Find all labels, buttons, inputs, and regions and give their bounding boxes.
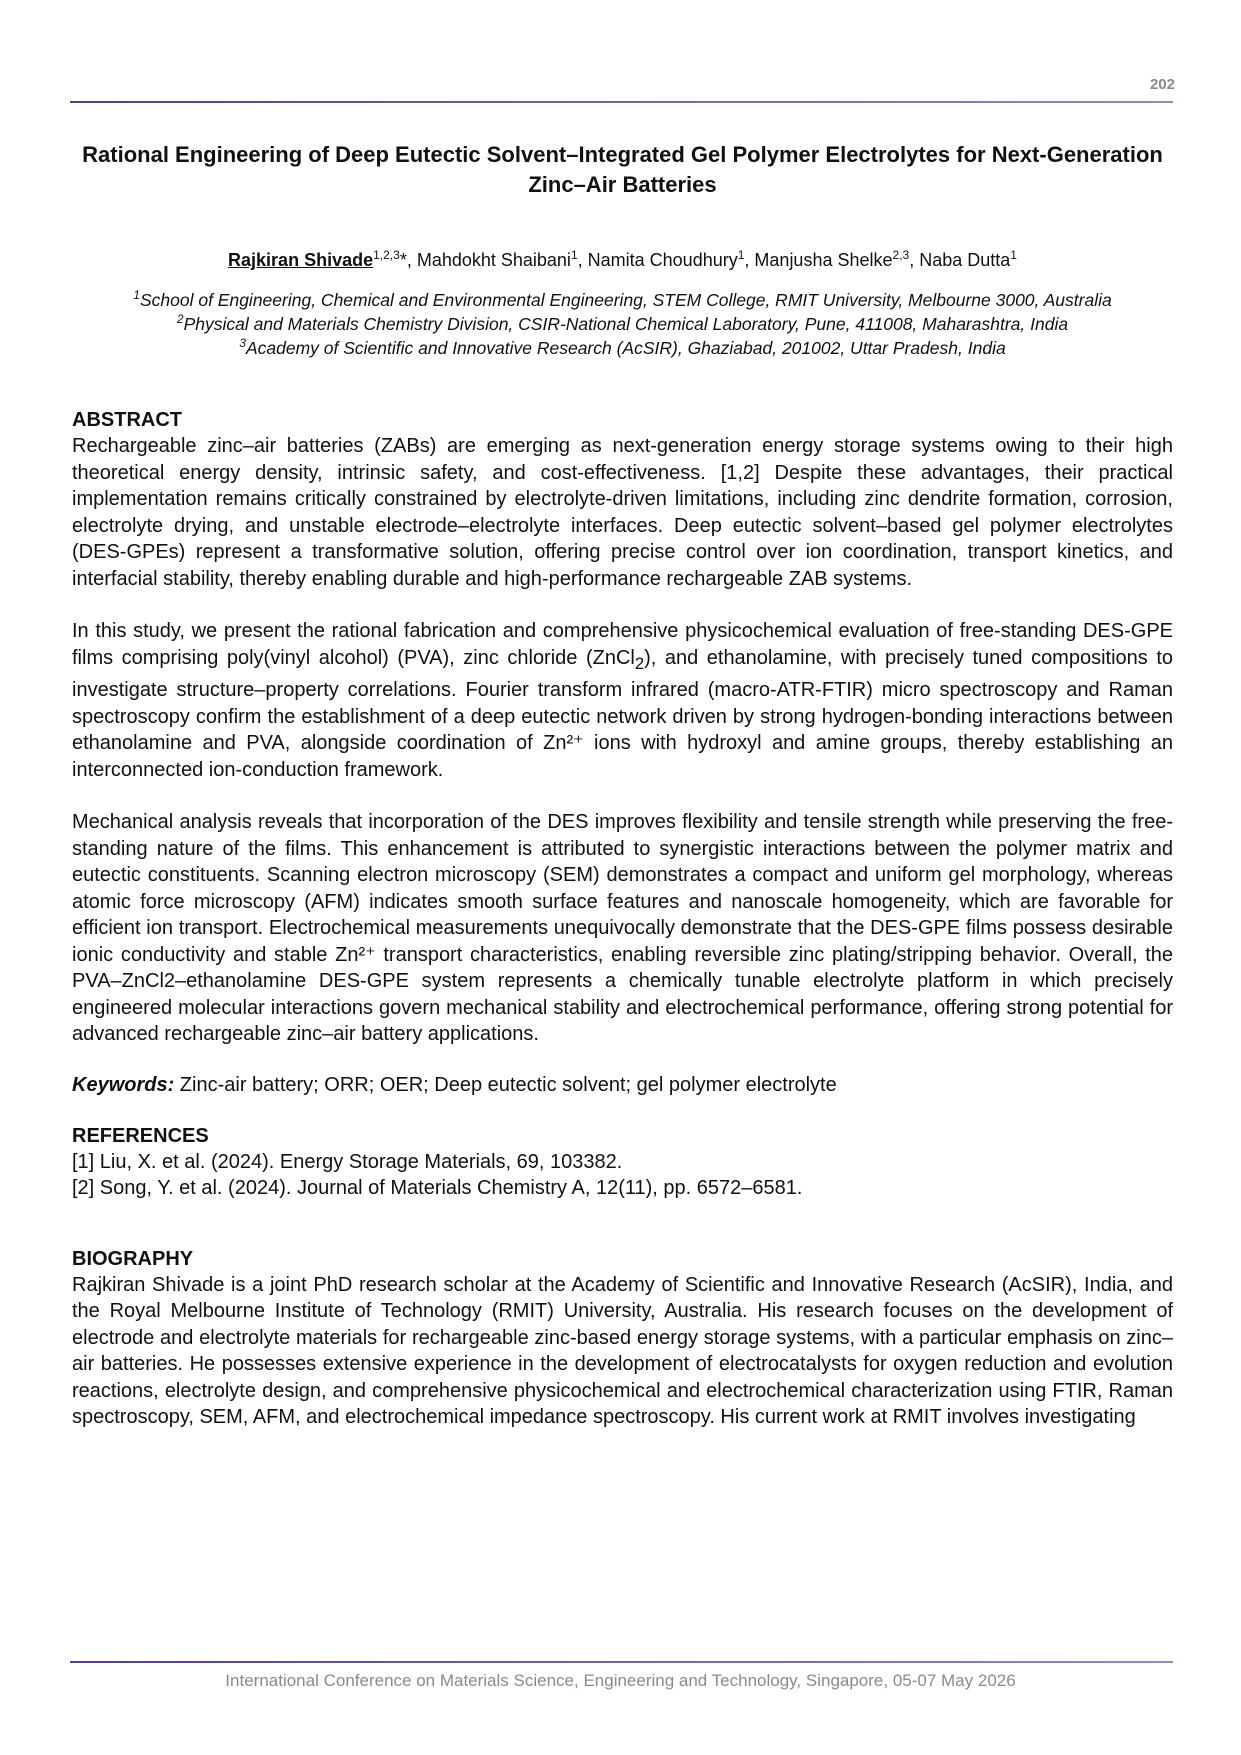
affiliation-marker: 2: [176, 312, 184, 327]
author-name: Naba Dutta: [919, 250, 1011, 270]
author-affiliation-marker: 1,2,3: [373, 248, 400, 262]
references-heading: REFERENCES: [72, 1124, 209, 1147]
author-name: Namita Choudhury: [587, 250, 738, 270]
author-separator: ,: [744, 250, 755, 270]
reference-item: [1] Liu, X. et al. (2024). Energy Storage Materials, 69, 103382.: [72, 1150, 623, 1173]
subscript: 2: [634, 653, 645, 673]
abstract-paragraph: Rechargeable zinc–air batteries (ZABs) are emerging as next-generation energy storage systems owing to their high theoretical energy density, intrinsic safety, and cost-effectiveness. [1,2] Despite these advantages, their practical implementation remains critically constrained by electrolyte-driven limitations, including zinc dendrite formation, corrosion, electrolyte drying, and unstable electrode–electrolyte interfaces. Deep eutectic solvent–based gel polymer electrolytes (DES-GPEs) represent a transformative solution, offering precise control over ion coordination, transport kinetics, and interfacial stability, thereby enabling durable and high-performance rechargeable ZAB systems.: [72, 435, 1173, 590]
affiliation-list: [72, 288, 1173, 360]
paper-title: Rational Engineering of Deep Eutectic Solvent–Integrated Gel Polymer Electrolytes for Next-Generation Zinc–Air Batteries: [82, 142, 1163, 197]
reference-item: [2] Song, Y. et al. (2024). Journal of Materials Chemistry A, 12(11), pp. 6572–6581.: [72, 1177, 803, 1199]
page-content: [72, 140, 1173, 1431]
author-separator: *,: [399, 250, 417, 270]
abstract-heading: ABSTRACT: [72, 409, 182, 431]
author-affiliation-marker: 2,3: [892, 248, 910, 262]
affiliation-text: Physical and Materials Chemistry Division, CSIR-National Chemical Laboratory, Pune, 411008, Maharashtra, India: [183, 314, 1069, 334]
keywords-label: Keywords:: [72, 1073, 175, 1096]
header-rule: [70, 101, 1173, 103]
keywords: [72, 1072, 1173, 1098]
keywords-text: Zinc-air battery; ORR; OER; Deep eutectic solvent; gel polymer electrolyte: [174, 1073, 837, 1096]
abstract-paragraph: [72, 618, 1173, 783]
footer-rule: [70, 1661, 1173, 1663]
abstract-text: In this study, we present the rational fabrication and comprehensive physicochemical evaluation of free-standing DES-GPE films comprising poly(vinyl alcohol) (PVA), zinc chloride (ZnCl: [72, 620, 1173, 669]
affiliation-marker: 3: [239, 336, 246, 351]
affiliation-text: Academy of Scientific and Innovative Research (AcSIR), Ghaziabad, 201002, Uttar Pradesh, India: [245, 338, 1006, 358]
biography-paragraph: Rajkiran Shivade is a joint PhD research scholar at the Academy of Scientific and Innovative Research (AcSIR), India, and the Royal Melbourne Institute of Technology (RMIT) University, Australia. His research focuses on the development of electrode and electrolyte materials for rechargeable zinc-based energy storage systems, with a particular emphasis on zinc–air batteries. He possesses extensive experience in the development of electrocatalysts for oxygen reduction and evolution reactions, electrolyte design, and comprehensive physicochemical and electrochemical characterization using FTIR, Raman spectroscopy, SEM, AFM, and electrochemical impedance spectroscopy. His current work at RMIT involves investigating: [72, 1273, 1173, 1428]
author-separator: ,: [909, 250, 920, 270]
author-affiliation-marker: 1: [737, 248, 745, 262]
author-name: Mahdokht Shaibani: [416, 250, 571, 270]
biography-heading: BIOGRAPHY: [72, 1247, 194, 1270]
author-list: [72, 248, 1173, 272]
page-number: 202: [1149, 76, 1175, 93]
affiliation-marker: 1: [133, 288, 140, 303]
affiliation: [72, 336, 1173, 360]
abstract-paragraph: Mechanical analysis reveals that incorporation of the DES improves flexibility and tensile strength while preserving the free-standing nature of the films. This enhancement is attributed to synergistic interactions between the polymer matrix and eutectic constituents. Scanning electron microscopy (SEM) demonstrates a compact and uniform gel morphology, whereas atomic force microscopy (AFM) indicates smooth surface features and nanoscale homogeneity, which are favorable for efficient ion transport. Electrochemical measurements unequivocally demonstrate that the DES-GPE films possess desirable ionic conductivity and stable Zn²⁺ transport characteristics, enabling reversible zinc plating/stripping behavior. Overall, the PVA–ZnCl2–ethanolamine DES-GPE system represents a chemically tunable electrolyte platform in which precisely engineered molecular interactions govern mechanical stability and electrochemical performance, offering strong potential for advanced rechargeable zinc–air battery applications.: [72, 811, 1173, 1045]
footer-conference: International Conference on Materials Science, Engineering and Technology, Singapore, 05-07 May 2026: [225, 1671, 1016, 1690]
abstract-text: ), and ethanolamine, with precisely tuned compositions to investigate structure–property correlations. Fourier transform infrared (macro-ATR-FTIR) micro spectroscopy and Raman spectroscopy confirm the establishment of a deep eutectic network driven by strong hydrogen-bonding interactions between ethanolamine and PVA, alongside coordination of Zn²⁺ ions with hydroxyl and amine groups, thereby establishing an interconnected ion-conduction framework.: [72, 646, 1173, 781]
author-separator: ,: [577, 250, 588, 270]
author-name: Rajkiran Shivade: [228, 250, 374, 270]
affiliation: [72, 312, 1173, 336]
affiliation: [72, 288, 1173, 312]
affiliation-text: School of Engineering, Chemical and Environmental Engineering, STEM College, RMIT University, Melbourne 3000, Australia: [139, 290, 1112, 310]
author-affiliation-marker: 1: [1010, 248, 1017, 262]
author-affiliation-marker: 1: [570, 248, 578, 262]
author-name: Manjusha Shelke: [754, 250, 893, 270]
